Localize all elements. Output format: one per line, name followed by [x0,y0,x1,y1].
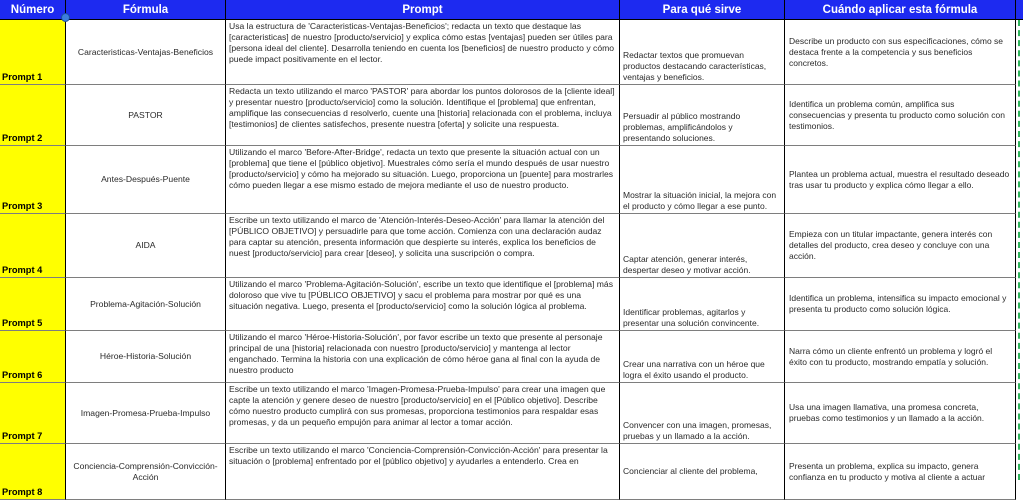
numero-cell[interactable]: Prompt 4 [0,214,66,278]
para-que-sirve-cell[interactable]: Redactar textos que promuevan productos destacando características, ventajas y beneficios. [620,20,785,85]
prompt-cell[interactable]: Utilizando el marco 'Before-After-Bridge', redacta un texto que presente la situación actual con un [problema] que tiene el [público objetivo]. Muestrales cómo sería el mundo después de usar nuestro [producto/servicio] y cómo ha mejorado su situación. Luego, proporciona un [puente] para mostrarles cómo pueden llegar a ese mismo estado de mejora mediante el uso de nuestro producto. [226,146,620,214]
para-que-sirve-cell[interactable]: Convencer con una imagen, promesas, pruebas y un llamado a la acción. [620,383,785,444]
numero-cell[interactable]: Prompt 2 [0,85,66,146]
table-row [0,444,1023,500]
table-row [0,278,1023,331]
cuando-aplicar-cell[interactable]: Identifica un problema común, amplifica sus consecuencias y presenta tu producto como solución con testimonios. [785,85,1016,146]
selection-dashed-border [1018,20,1020,480]
table-row [0,214,1023,278]
table-header-row [0,0,1023,20]
table-row [0,146,1023,214]
para-que-sirve-cell[interactable]: Persuadir al público mostrando problemas, amplificándolos y presentando soluciones. [620,85,785,146]
prompt-cell[interactable]: Usa la estructura de 'Caracteristicas-Ventajas-Beneficios'; redacta un texto que destaque las [caracteristicas] de nuestro [producto/servicio] y explica cómo estas [ventajas] pueden ser útiles para [persona ideal del cliente]. Desarrolla teniendo en cuenta los [beneficios] de nuestro producto y cómo puede impact positivamente en el lector. [226,20,620,85]
numero-cell[interactable]: Prompt 8 [0,444,66,500]
numero-cell[interactable]: Prompt 1 [0,20,66,85]
para-que-sirve-cell[interactable]: Captar atención, generar interés, despertar deseo y motivar acción. [620,214,785,278]
para-que-sirve-cell[interactable]: Mostrar la situación inicial, la mejora con el producto y cómo llegar a ese punto. [620,146,785,214]
column-header-para-que-sirve[interactable]: Para qué sirve [620,0,785,20]
column-header-extra [1016,0,1023,20]
para-que-sirve-cell[interactable]: Identificar problemas, agitarlos y presentar una solución convincente. [620,278,785,331]
formula-cell[interactable]: Antes-Después-Puente [66,146,226,214]
numero-cell[interactable]: Prompt 3 [0,146,66,214]
column-header-prompt[interactable]: Prompt [226,0,620,20]
formula-cell[interactable]: Conciencia-Comprensión-Convicción-Acción [66,444,226,500]
prompt-cell[interactable]: Escribe un texto utilizando el marco 'Conciencia-Comprensión-Convicción-Acción' para presentar la situación o [problema] enfrentado por el [público objetivo] y ayudarles a entenderlo. Crea en [226,444,620,500]
column-header-numero[interactable]: Número [0,0,66,20]
cuando-aplicar-cell[interactable]: Narra cómo un cliente enfrentó un problema y logró el éxito con tu producto, mostrando empatía y solución. [785,331,1016,383]
table-row [0,331,1023,383]
formula-cell[interactable]: Problema-Agitación-Solución [66,278,226,331]
cuando-aplicar-cell[interactable]: Empieza con un titular impactante, genera interés con detalles del producto, crea deseo y concluye con una acción. [785,214,1016,278]
prompt-cell[interactable]: Redacta un texto utilizando el marco 'PASTOR' para abordar los puntos dolorosos de la [cliente ideal] y presentar nuestro [producto/servicio] como la solución. Identifique el [problema] que enfrentan, amplifique las consecuencias d resolverlo, cuente una [historia] relacionada con el problema, incluya [testimonios] de clientes satisfechos, presente nuestra [oferta] y solicite una respuesta. [226,85,620,146]
numero-cell[interactable]: Prompt 7 [0,383,66,444]
formula-cell[interactable]: Imagen-Promesa-Prueba-Impulso [66,383,226,444]
selection-handle-icon[interactable] [61,13,70,22]
cuando-aplicar-cell[interactable]: Identifica un problema, intensifica su impacto emocional y presenta tu producto como solución lógica. [785,278,1016,331]
cuando-aplicar-cell[interactable]: Presenta un problema, explica su impacto, genera confianza en tu producto y motiva al cliente a actuar [785,444,1016,500]
cuando-aplicar-cell[interactable]: Plantea un problema actual, muestra el resultado deseado tras usar tu producto y explica cómo llegar a ello. [785,146,1016,214]
formula-cell[interactable]: Héroe-Historia-Solución [66,331,226,383]
numero-cell[interactable]: Prompt 5 [0,278,66,331]
para-que-sirve-cell[interactable]: Concienciar al cliente del problema, [620,444,785,500]
prompt-cell[interactable]: Utilizando el marco 'Problema-Agitación-Solución', escribe un texto que identifique el [problema] más doloroso que vive tu [PÚBLICO OBJETIVO] y sacu el problema para mostrar por qué es una situación negativa. Luego, presenta el [producto/servicio] como la solución lógica al problema. [226,278,620,331]
para-que-sirve-cell[interactable]: Crear una narrativa con un héroe que logra el éxito usando el producto. [620,331,785,383]
prompt-cell[interactable]: Escribe un texto utilizando el marco 'Imagen-Promesa-Prueba-Impulso' para crear una imagen que capte la atención y genere deseo de nuestro [producto/servicio] en el [Público objetivo]. Describe cómo nuestro producto cumplirá con sus promesas, proporciona testimonios para respaldar esas promesas, y da un pequeño empujón para animar al lector a tomar acción. [226,383,620,444]
table-row [0,383,1023,444]
formula-cell[interactable]: AIDA [66,214,226,278]
formula-cell[interactable]: PASTOR [66,85,226,146]
column-header-cuando-aplicar[interactable]: Cuándo aplicar esta fórmula [785,0,1016,20]
table-row [0,20,1023,85]
numero-cell[interactable]: Prompt 6 [0,331,66,383]
table-row [0,85,1023,146]
formula-cell[interactable]: Caracteristicas-Ventajas-Beneficios [66,20,226,85]
prompt-cell[interactable]: Escribe un texto utilizando el marco de 'Atención-Interés-Deseo-Acción' para llamar la atención del [PÚBLICO OBJETIVO] y persuadirle para que tome acción. Comienza con una declaración audaz para captar su atención, presenta información que despierte su interés, explica los beneficios de nuest [producto/servicio] para crear [deseo], y solicita una suscripción o compra. [226,214,620,278]
prompt-cell[interactable]: Utilizando el marco 'Héroe-Historia-Solución', por favor escribe un texto que presente al personaje principal de una [historia] relacionada con nuestro [producto/servicio] y mantenga al lector enganchado. Termina la historia con una explicación de cómo héroe gana al final con la ayuda de nuestro producto [226,331,620,383]
cuando-aplicar-cell[interactable]: Describe un producto con sus especificaciones, cómo se destaca frente a la competencia y sus beneficios concretos. [785,20,1016,85]
column-header-formula[interactable]: Fórmula [66,0,226,20]
cuando-aplicar-cell[interactable]: Usa una imagen llamativa, una promesa concreta, pruebas como testimonios y un llamado a la acción. [785,383,1016,444]
